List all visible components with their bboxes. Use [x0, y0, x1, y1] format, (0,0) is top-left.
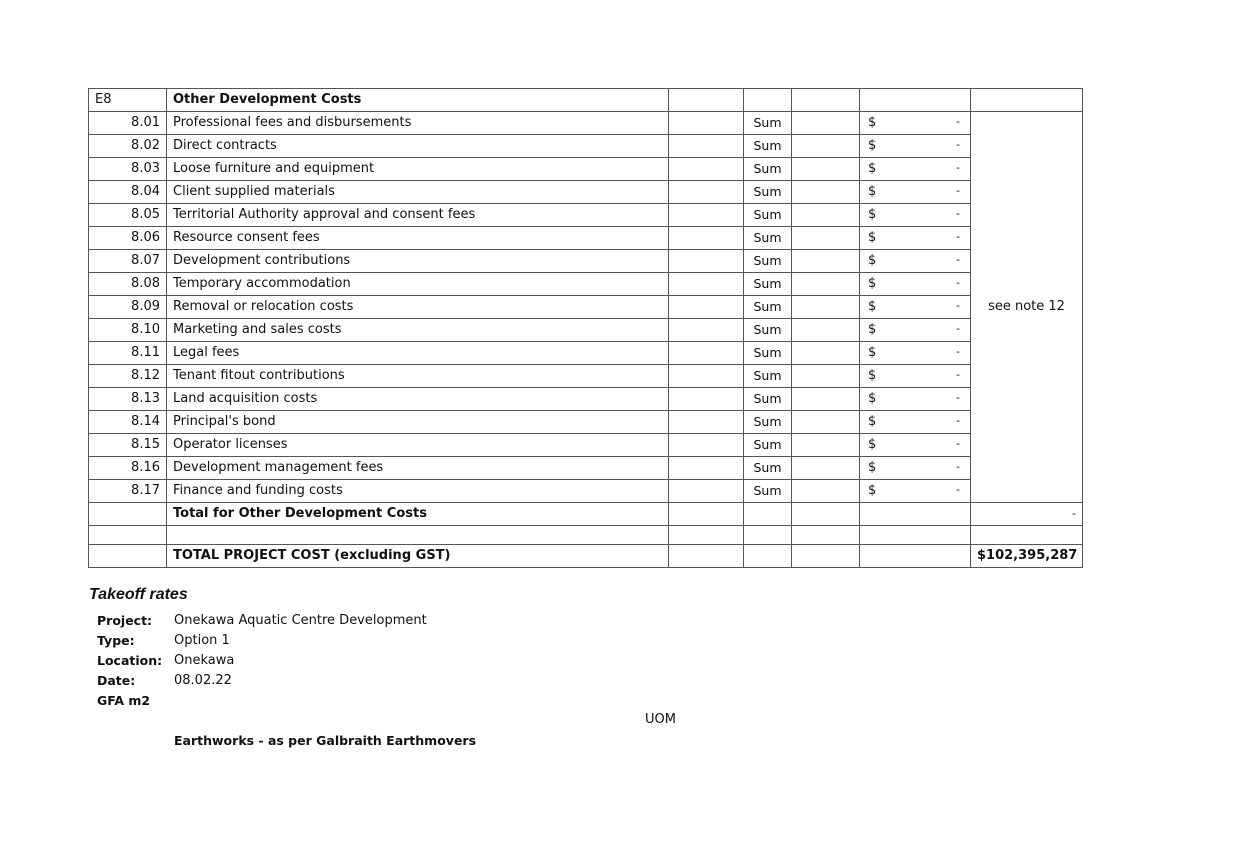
unit-cell: Sum [744, 135, 792, 158]
meta-label: Location: [97, 653, 163, 668]
amount-cell [860, 227, 971, 250]
qty-cell [669, 250, 744, 273]
amount-value: - [956, 391, 960, 404]
currency-sign: $ [868, 253, 877, 268]
amount-value: - [956, 276, 960, 289]
table-row [89, 365, 1083, 388]
blank-cell [669, 526, 744, 545]
table-row [89, 227, 1083, 250]
item-description: Marketing and sales costs [167, 319, 669, 342]
table-row [89, 434, 1083, 457]
meta-value: Option 1 [174, 633, 230, 648]
amount-value: - [956, 299, 960, 312]
rate-cell [792, 250, 860, 273]
item-description: Development contributions [167, 250, 669, 273]
rate-cell [792, 135, 860, 158]
unit-cell: Sum [744, 480, 792, 503]
item-code: 8.07 [89, 250, 167, 273]
unit-cell: Sum [744, 434, 792, 457]
blank-cell [971, 526, 1083, 545]
table-row [89, 342, 1083, 365]
qty-cell [669, 388, 744, 411]
unit-cell: Sum [744, 158, 792, 181]
rate-cell [792, 112, 860, 135]
item-code: 8.17 [89, 480, 167, 503]
unit-cell: Sum [744, 365, 792, 388]
blank-cell [792, 545, 860, 568]
rate-cell [792, 296, 860, 319]
rate-cell [792, 227, 860, 250]
qty-cell [669, 204, 744, 227]
item-code: 8.01 [89, 112, 167, 135]
amount-value: - [956, 437, 960, 450]
item-description: Legal fees [167, 342, 669, 365]
unit-cell: Sum [744, 112, 792, 135]
qty-cell [669, 434, 744, 457]
rate-cell [792, 204, 860, 227]
unit-cell: Sum [744, 319, 792, 342]
grand-total-value: $102,395,287 [971, 545, 1083, 568]
item-code: 8.10 [89, 319, 167, 342]
currency-sign: $ [868, 161, 877, 176]
item-code: 8.16 [89, 457, 167, 480]
unit-cell: Sum [744, 181, 792, 204]
meta-row [97, 652, 597, 672]
table-row [89, 411, 1083, 434]
note-cell: see note 12 [971, 112, 1083, 503]
unit-cell: Sum [744, 342, 792, 365]
qty-cell [669, 411, 744, 434]
item-code: 8.13 [89, 388, 167, 411]
table-row [89, 296, 1083, 319]
item-code: 8.09 [89, 296, 167, 319]
item-code: 8.02 [89, 135, 167, 158]
amount-cell [860, 273, 971, 296]
blank-cell [860, 545, 971, 568]
qty-cell [669, 319, 744, 342]
table-row [89, 112, 1083, 135]
table-row [89, 319, 1083, 342]
qty-cell [669, 365, 744, 388]
item-description: Temporary accommodation [167, 273, 669, 296]
amount-value: - [956, 115, 960, 128]
takeoff-title: Takeoff rates [89, 586, 188, 603]
section-total-label: Total for Other Development Costs [167, 503, 669, 526]
amount-cell [860, 158, 971, 181]
amount-cell [860, 296, 971, 319]
table-row [89, 158, 1083, 181]
rate-cell [792, 342, 860, 365]
item-code: 8.14 [89, 411, 167, 434]
item-code: 8.15 [89, 434, 167, 457]
qty-cell [669, 181, 744, 204]
item-description: Loose furniture and equipment [167, 158, 669, 181]
amount-cell [860, 250, 971, 273]
meta-row [97, 632, 597, 652]
section-total-value: - [971, 503, 1083, 526]
rate-cell [792, 480, 860, 503]
amount-value: - [956, 460, 960, 473]
amount-value: - [956, 184, 960, 197]
meta-row [97, 672, 597, 692]
item-description: Finance and funding costs [167, 480, 669, 503]
rate-cell [792, 319, 860, 342]
item-code: 8.11 [89, 342, 167, 365]
item-description: Territorial Authority approval and consent fees [167, 204, 669, 227]
blank-cell [744, 545, 792, 568]
meta-label: Date: [97, 673, 136, 688]
table-row [89, 181, 1083, 204]
unit-cell: Sum [744, 411, 792, 434]
blank-cell [89, 503, 167, 526]
amount-value: - [956, 414, 960, 427]
amount-cell [860, 434, 971, 457]
meta-value: Onekawa [174, 653, 235, 668]
section-code: E8 [89, 89, 167, 112]
currency-sign: $ [868, 345, 877, 360]
amount-value: - [956, 207, 960, 220]
item-description: Resource consent fees [167, 227, 669, 250]
qty-cell [669, 273, 744, 296]
cost-table [88, 88, 1083, 568]
currency-sign: $ [868, 230, 877, 245]
item-description: Professional fees and disbursements [167, 112, 669, 135]
amount-value: - [956, 230, 960, 243]
amount-cell [860, 112, 971, 135]
blank-cell [669, 503, 744, 526]
table-row [89, 250, 1083, 273]
amount-cell [860, 181, 971, 204]
item-description: Operator licenses [167, 434, 669, 457]
item-description: Tenant fitout contributions [167, 365, 669, 388]
amount-cell [860, 319, 971, 342]
section-title: Other Development Costs [167, 89, 669, 112]
meta-row [97, 612, 597, 632]
rate-cell [792, 388, 860, 411]
qty-cell [669, 135, 744, 158]
amount-cell [860, 204, 971, 227]
rate-cell [792, 365, 860, 388]
qty-cell [669, 112, 744, 135]
item-code: 8.08 [89, 273, 167, 296]
currency-sign: $ [868, 138, 877, 153]
blank-cell [744, 503, 792, 526]
grand-total-row [89, 545, 1083, 568]
currency-sign: $ [868, 460, 877, 475]
item-code: 8.05 [89, 204, 167, 227]
rate-cell [792, 181, 860, 204]
amount-cell [860, 135, 971, 158]
currency-sign: $ [868, 207, 877, 222]
rate-cell [792, 411, 860, 434]
unit-cell: Sum [744, 204, 792, 227]
amount-value: - [956, 345, 960, 358]
currency-sign: $ [868, 368, 877, 383]
earthworks-heading: Earthworks - as per Galbraith Earthmovers [174, 733, 477, 748]
unit-cell: Sum [744, 457, 792, 480]
table-row [89, 480, 1083, 503]
rate-cell [792, 434, 860, 457]
item-code: 8.03 [89, 158, 167, 181]
item-description: Client supplied materials [167, 181, 669, 204]
meta-label: Project: [97, 613, 153, 628]
meta-label: Type: [97, 633, 135, 648]
table-row [89, 388, 1083, 411]
unit-cell: Sum [744, 250, 792, 273]
blank-cell [89, 526, 167, 545]
blank-cell [89, 545, 167, 568]
currency-sign: $ [868, 115, 877, 130]
amount-cell [860, 365, 971, 388]
spacer-row [89, 526, 1083, 545]
qty-cell [669, 480, 744, 503]
table-row [89, 135, 1083, 158]
amount-value: - [956, 322, 960, 335]
uom-label: UOM [645, 712, 676, 727]
blank-cell [792, 503, 860, 526]
item-description: Direct contracts [167, 135, 669, 158]
table-row [89, 457, 1083, 480]
currency-sign: $ [868, 437, 877, 452]
meta-value: Onekawa Aquatic Centre Development [174, 613, 427, 628]
blank-cell [792, 526, 860, 545]
cost-sheet [88, 88, 1083, 568]
qty-cell [669, 342, 744, 365]
rate-cell [792, 457, 860, 480]
currency-sign: $ [868, 414, 877, 429]
amount-cell [860, 480, 971, 503]
item-code: 8.04 [89, 181, 167, 204]
item-description: Development management fees [167, 457, 669, 480]
amount-value: - [956, 161, 960, 174]
amount-cell [860, 388, 971, 411]
project-meta [97, 612, 597, 712]
qty-cell [669, 457, 744, 480]
amount-cell [860, 411, 971, 434]
blank-cell [744, 526, 792, 545]
amount-cell [860, 342, 971, 365]
currency-sign: $ [868, 184, 877, 199]
section-total-row [89, 503, 1083, 526]
table-row [89, 204, 1083, 227]
item-description: Land acquisition costs [167, 388, 669, 411]
blank-cell [860, 503, 971, 526]
unit-cell: Sum [744, 388, 792, 411]
item-code: 8.12 [89, 365, 167, 388]
blank-cell [860, 526, 971, 545]
blank-cell [669, 545, 744, 568]
amount-value: - [956, 253, 960, 266]
item-code: 8.06 [89, 227, 167, 250]
amount-value: - [956, 483, 960, 496]
qty-cell [669, 296, 744, 319]
qty-cell [669, 158, 744, 181]
rate-cell [792, 158, 860, 181]
grand-total-label: TOTAL PROJECT COST (excluding GST) [167, 545, 669, 568]
section-header-row [89, 89, 1083, 112]
qty-cell [669, 227, 744, 250]
amount-value: - [956, 368, 960, 381]
currency-sign: $ [868, 391, 877, 406]
unit-cell: Sum [744, 296, 792, 319]
currency-sign: $ [868, 483, 877, 498]
table-row [89, 273, 1083, 296]
blank-cell [167, 526, 669, 545]
amount-cell [860, 457, 971, 480]
currency-sign: $ [868, 322, 877, 337]
item-description: Principal's bond [167, 411, 669, 434]
unit-cell: Sum [744, 273, 792, 296]
amount-value: - [956, 138, 960, 151]
meta-label: GFA m2 [97, 693, 151, 708]
meta-value: 08.02.22 [174, 673, 232, 688]
unit-cell: Sum [744, 227, 792, 250]
currency-sign: $ [868, 276, 877, 291]
item-description: Removal or relocation costs [167, 296, 669, 319]
currency-sign: $ [868, 299, 877, 314]
rate-cell [792, 273, 860, 296]
meta-row [97, 692, 597, 712]
